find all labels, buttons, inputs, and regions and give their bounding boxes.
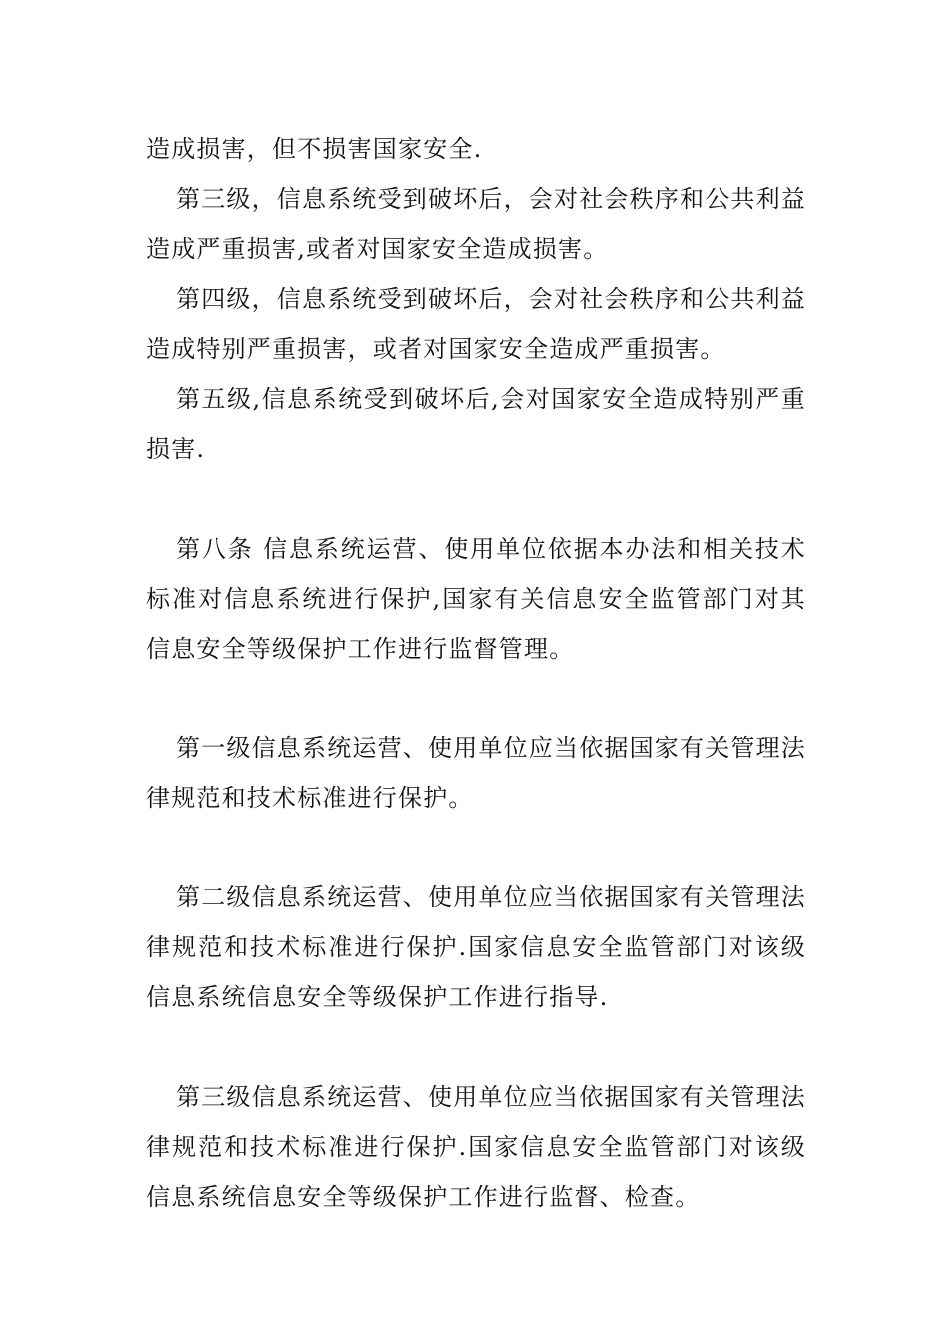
paragraph-level-three-protection: 第三级信息系统运营、使用单位应当依据国家有关管理法律规范和技术标准进行保护.国家信息安全监管部门对该级信息系统信息安全等级保护工作进行监督、检查。 <box>146 1083 806 1211</box>
paragraph-level-one-protection: 第一级信息系统运营、使用单位应当依据国家有关管理法律规范和技术标准进行保护。 <box>146 734 806 812</box>
paragraph-level-five: 第五级,信息系统受到破坏后,会对国家安全造成特别严重损害. <box>146 385 806 463</box>
paragraph-continuation: 造成损害，但不损害国家安全. <box>146 135 483 163</box>
paragraph-article-eight: 第八条 信息系统运营、使用单位依据本办法和相关技术标准对信息系统进行保护,国家有关信息安全监管部门对其信息安全等级保护工作进行监督管理。 <box>146 535 806 663</box>
paragraph-level-three: 第三级，信息系统受到破坏后，会对社会秩序和公共利益造成严重损害,或者对国家安全造成损害。 <box>146 185 806 263</box>
paragraph-level-four: 第四级，信息系统受到破坏后，会对社会秩序和公共利益造成特别严重损害，或者对国家安全造成严重损害。 <box>146 285 806 363</box>
paragraph-level-two-protection: 第二级信息系统运营、使用单位应当依据国家有关管理法律规范和技术标准进行保护.国家信息安全监管部门对该级信息系统信息安全等级保护工作进行指导. <box>146 883 806 1011</box>
